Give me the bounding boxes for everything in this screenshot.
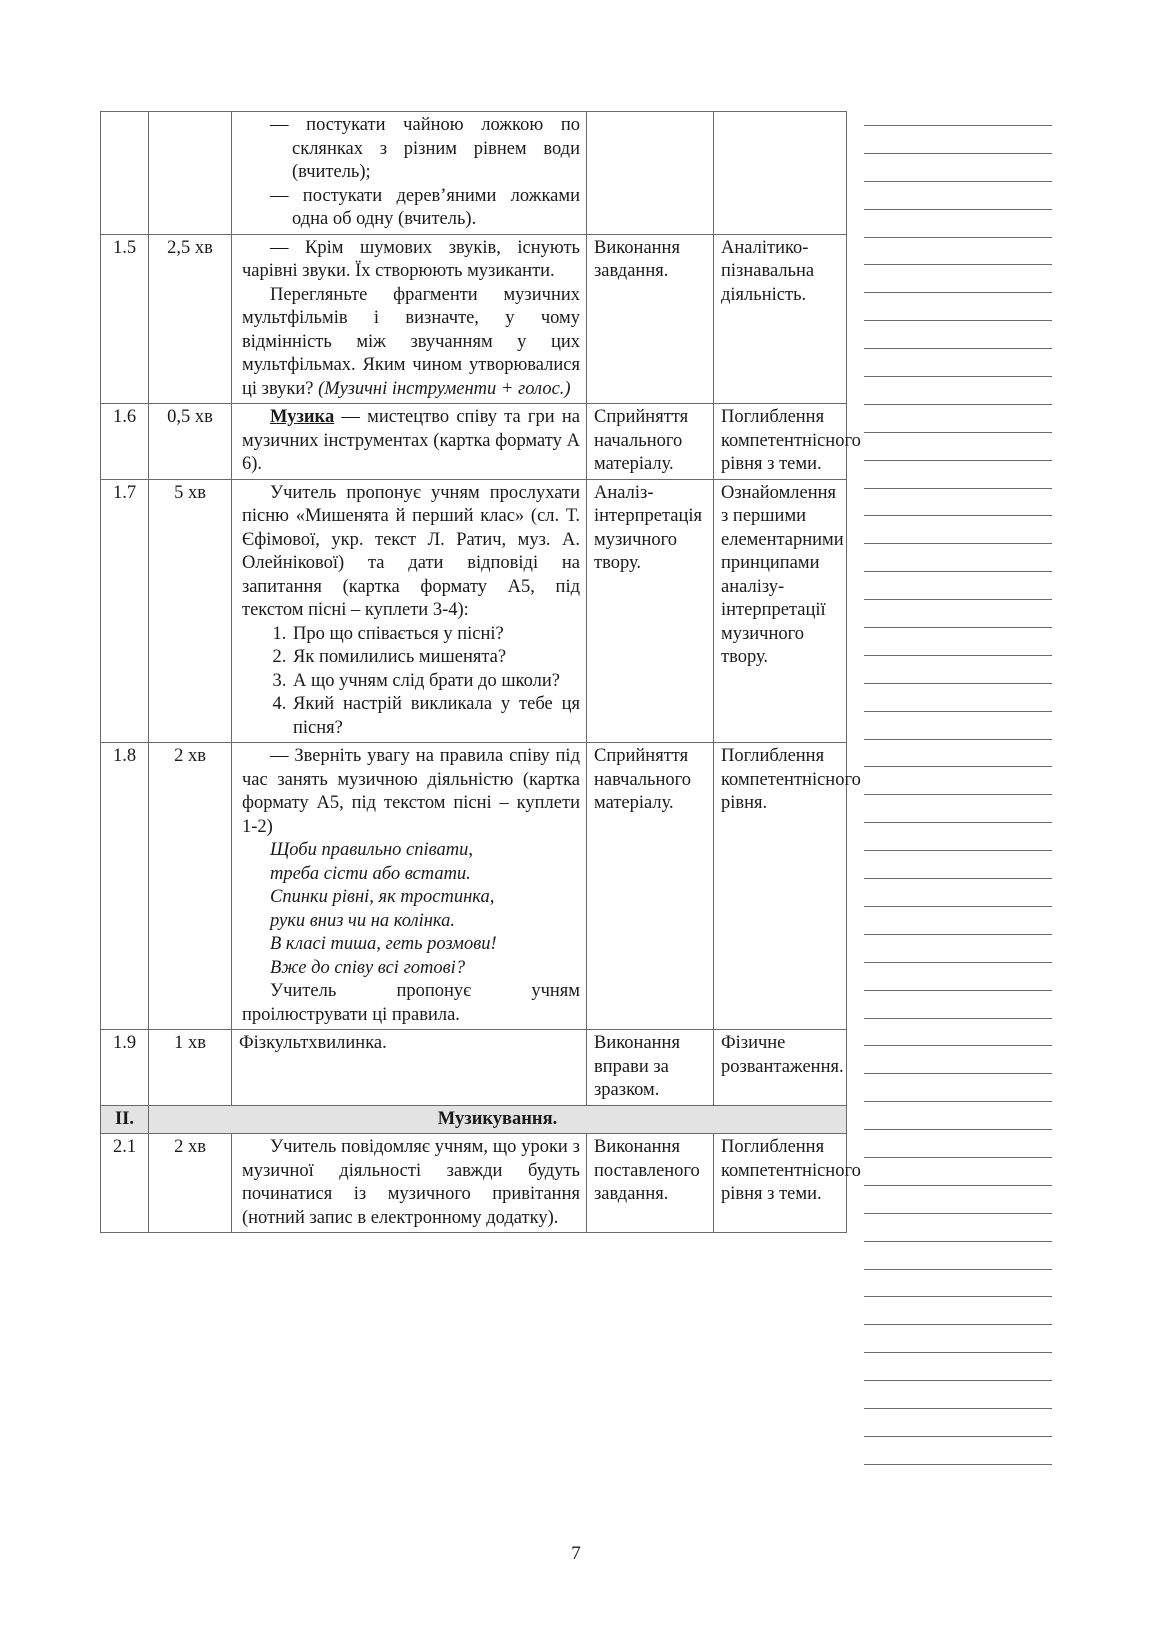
- paragraph: Учитель повідомляє учням, що уроки з музичної діяльності завжди будуть починатися із музичного привітання (нотний запис в електронному додатку).: [242, 1137, 580, 1228]
- term: Музика: [270, 407, 335, 427]
- step-content: [232, 1134, 587, 1233]
- section-title: Музикування.: [149, 1105, 847, 1134]
- list-item: 1. Про що співається у пісні?: [291, 623, 580, 647]
- note-line: [864, 488, 1052, 489]
- step-activity: [587, 112, 714, 235]
- lesson-plan-table: [100, 111, 861, 1233]
- step-duration: 1 хв: [149, 1030, 232, 1106]
- note-line: [864, 627, 1052, 628]
- note-line: [864, 962, 1052, 963]
- dash-item: — постукати дерев’яними ложками одна об одну (вчитель).: [270, 185, 580, 229]
- step-activity: Виконання вправи за зразком.: [587, 1030, 714, 1106]
- note-line: [864, 1101, 1052, 1102]
- paragraph: [242, 406, 580, 477]
- note-line: [864, 1157, 1052, 1158]
- step-number: 1.8: [101, 743, 149, 1030]
- note-line: [864, 1241, 1052, 1242]
- step-number: 1.6: [101, 404, 149, 480]
- note-line: [864, 1380, 1052, 1381]
- note-line: [864, 822, 1052, 823]
- paragraph: [242, 284, 580, 402]
- note-line: [864, 1073, 1052, 1074]
- step-result: Ознайомлення з першими елементарними принципами аналізу-інтерпретації музичного твору.: [714, 479, 847, 743]
- note-line: [864, 934, 1052, 935]
- note-line: [864, 320, 1052, 321]
- note-line: [864, 1464, 1052, 1465]
- note-line: [864, 181, 1052, 182]
- note-line: [864, 125, 1052, 126]
- note-line: [864, 850, 1052, 851]
- poem-line: Щоби правильно співати,: [270, 840, 474, 860]
- step-result: Поглиблення компетентнісного рівня з теми.: [714, 1134, 847, 1233]
- paragraph: — Зверніть увагу на правила співу під час занять музичною діяльністю (картка формату А5, під текстом пісні – куплети 1-2): [242, 746, 580, 837]
- step-activity: Виконання завдання.: [587, 234, 714, 404]
- note-line: [864, 543, 1052, 544]
- note-line: [864, 739, 1052, 740]
- step-result: Фізичне розвантаження.: [714, 1030, 847, 1106]
- step-activity: Сприйняття начального матеріалу.: [587, 404, 714, 480]
- note-line: [864, 1324, 1052, 1325]
- step-result: Поглиблення компетентнісного рівня.: [714, 743, 847, 1030]
- step-duration: [149, 112, 232, 235]
- note-line: [864, 515, 1052, 516]
- note-line: [864, 432, 1052, 433]
- table-row: [101, 1030, 847, 1106]
- question-list: [242, 623, 580, 741]
- step-result: Аналітико-пізнавальна діяльність.: [714, 234, 847, 404]
- table-row: [101, 479, 847, 743]
- page-number: 7: [571, 1543, 581, 1564]
- step-duration: 0,5 хв: [149, 404, 232, 480]
- step-content: [232, 234, 587, 404]
- note-line: [864, 1045, 1052, 1046]
- step-content: Фізкультхвилинка.: [232, 1030, 587, 1106]
- paragraph: — Крім шумових звуків, існують чарівні звуки. Їх створюють музиканти.: [242, 237, 580, 281]
- poem-line: В класі тиша, геть розмови!: [270, 934, 497, 954]
- poem-line: треба сісти або встати.: [270, 863, 471, 884]
- note-line: [864, 1352, 1052, 1353]
- note-line: [864, 990, 1052, 991]
- paragraph: Учитель пропонує учням проілюструвати ці правила.: [242, 981, 580, 1025]
- poem-line: руки вниз чи на колінка.: [270, 910, 455, 931]
- note-line: [864, 878, 1052, 879]
- note-line: [864, 1213, 1052, 1214]
- note-line: [864, 599, 1052, 600]
- definition: — мистецтво співу та гри на музичних інструментах (картка формату А 6).: [242, 407, 580, 474]
- italic-answer: (Музичні інструменти + голос.): [318, 378, 571, 399]
- note-line: [864, 711, 1052, 712]
- note-line: [864, 348, 1052, 349]
- step-number: 1.5: [101, 234, 149, 404]
- table-row: [101, 404, 847, 480]
- table-row: [101, 743, 847, 1030]
- list-item: 3. А що учням слід брати до школи?: [291, 670, 580, 694]
- note-line: [864, 1436, 1052, 1437]
- note-line: [864, 1269, 1052, 1270]
- step-duration: 2 хв: [149, 743, 232, 1030]
- note-line: [864, 571, 1052, 572]
- note-line: [864, 153, 1052, 154]
- step-activity: Сприйняття навчального матеріалу.: [587, 743, 714, 1030]
- note-line: [864, 1185, 1052, 1186]
- step-number: 1.9: [101, 1030, 149, 1106]
- poem-line: Вже до співу всі готові?: [270, 957, 466, 978]
- note-line: [864, 766, 1052, 767]
- note-line: [864, 460, 1052, 461]
- notes-lines: [864, 125, 1052, 1492]
- poem-line: Спинки рівні, як тростинка,: [270, 887, 495, 907]
- section-row: [101, 1105, 847, 1134]
- note-line: [864, 794, 1052, 795]
- note-line: [864, 1296, 1052, 1297]
- note-line: [864, 1129, 1052, 1130]
- note-line: [864, 376, 1052, 377]
- note-line: [864, 292, 1052, 293]
- table-row: [101, 112, 847, 235]
- note-line: [864, 683, 1052, 684]
- table-row: [101, 234, 847, 404]
- paragraph: Учитель пропонує учням прослухати пісню «Мишенята й перший клас» (сл. Т. Єфімової, укр. текст Л. Ратич, муз. А. Олейнікової) та дати відповіді на запитання (картка формату А5, під текстом пісні – куплети 3-4):: [242, 482, 580, 620]
- step-content: [232, 743, 587, 1030]
- step-number: [101, 112, 149, 235]
- note-line: [864, 906, 1052, 907]
- note-line: [864, 209, 1052, 210]
- step-content: [232, 404, 587, 480]
- list-item: 2. Як помилились мишенята?: [291, 646, 580, 670]
- note-line: [864, 264, 1052, 265]
- note-line: [864, 237, 1052, 238]
- step-activity: Аналіз-інтерпретація музичного твору.: [587, 479, 714, 743]
- table-row: [101, 1134, 847, 1233]
- step-result: [714, 112, 847, 235]
- note-line: [864, 1408, 1052, 1409]
- step-number: 1.7: [101, 479, 149, 743]
- note-line: [864, 655, 1052, 656]
- step-duration: 5 хв: [149, 479, 232, 743]
- note-line: [864, 1018, 1052, 1019]
- dash-item: — постукати чайною ложкою по склянках з різним рівнем води (вчитель);: [270, 115, 580, 182]
- step-activity: Виконання поставленого завдання.: [587, 1134, 714, 1233]
- list-item: 4. Який настрій викликала у тебе ця пісня?: [291, 693, 580, 740]
- note-line: [864, 404, 1052, 405]
- step-duration: 2,5 хв: [149, 234, 232, 404]
- section-number: II.: [101, 1105, 149, 1134]
- step-content: [232, 479, 587, 743]
- step-result: Поглиблення компетентнісного рівня з теми.: [714, 404, 847, 480]
- step-duration: 2 хв: [149, 1134, 232, 1233]
- step-number: 2.1: [101, 1134, 149, 1233]
- paragraph-text: Перегляньте фрагменти музичних мультфільмів і визначте, у чому відмінність між звучанням у цих мультфільмах. Яким чином утворювалися ці звуки?: [242, 284, 580, 399]
- step-content: [232, 112, 587, 235]
